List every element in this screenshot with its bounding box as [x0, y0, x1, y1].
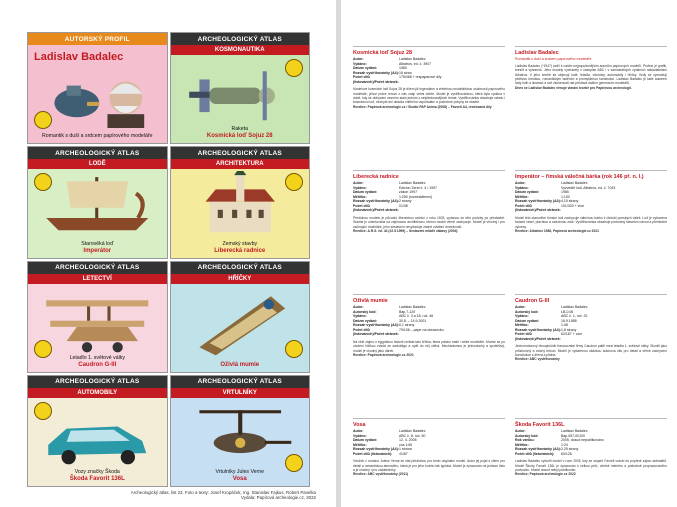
- entry-text: [353, 459, 505, 476]
- badge-icon: [285, 454, 303, 472]
- entry-reference: Dnes se Ladislav Badalec věnuje vlastní tvorbě pro Papírovou archeologii.: [515, 85, 632, 90]
- entry-card: [353, 170, 505, 288]
- spec-label: Datum vydání:: [515, 318, 540, 323]
- card-banner: ARCHEOLOGICKÝ ATLAS: [171, 376, 310, 388]
- card-category: VRTULNÍKY: [171, 388, 310, 398]
- spec-label: Datum vydání:: [353, 190, 378, 195]
- page-footer: [40, 490, 316, 501]
- card-category: LODĚ: [28, 159, 167, 169]
- entry-reference: Reedice: ABC vystřihovánky: [515, 357, 560, 362]
- spec-label: Autorský kód:: [515, 309, 539, 314]
- spec-value: 2005, dosud nepublikováno: [561, 438, 604, 443]
- spec-value: 2,25 strany: [561, 447, 579, 452]
- spec-value: 4,15 strany: [561, 199, 579, 204]
- spec-label: Rok vzniku:: [515, 438, 535, 443]
- entry-title: Kosmická loď Sojuz 28: [353, 50, 412, 56]
- spec-value: LB-0.06: [561, 309, 574, 314]
- entry-title: Vosa: [353, 422, 366, 428]
- card-toys: [170, 261, 311, 373]
- card-banner: ARCHEOLOGICKÝ ATLAS: [171, 147, 310, 159]
- card-banner: ARCHEOLOGICKÝ ATLAS: [171, 262, 310, 274]
- card-caption-small: Letadlo 1. světové války: [69, 354, 125, 361]
- card-banner: AUTORSKÝ PROFIL: [28, 33, 167, 45]
- entry-title: Oživlá mumie: [353, 298, 388, 304]
- spec-label: Počet dílů (listováních)/Počet stránek:: [515, 203, 561, 213]
- entry-paragraph: Na vlně zájmu o egyptskou historii vznikla tato hříčka, která pobaví malé i velké modeláře. Mumie se po otočení kličkou zvedá ze sarkofágu a opět do něj uléhá. Mechanismus je jednoduchý a spolehlivý, model je vhodný jako dárek.: [353, 339, 505, 353]
- entry-reference: Reedice: Papírová archeologie.cz 2021: [353, 352, 414, 357]
- spec-label: Počet dílů (listováních):: [515, 451, 555, 456]
- footer-credits: Archeologický atlas, list 23. Foto a texty: Josef Kropáček, Ing. Stanislav Fajkus, Robert Pavelka: [130, 489, 316, 495]
- entry-specs: [515, 181, 667, 213]
- entry-card: [515, 418, 667, 507]
- card-caption-small: Vrtulníky Jules Verne: [215, 469, 265, 476]
- spec-label: Měřítko:: [353, 442, 367, 447]
- left-column: [353, 46, 505, 507]
- entry-paragraph: Předlohou modelu je původní libereckou radnicí z roku 1603, vydanou do této podoby po přestavbě. Stavba je orientována na zajímavou architekturu, kterou model věrně zachycuje. Model je vhodný i pro začínající modeláře, jeho sestavení nevyžaduje žádné zvláštní dovednosti.: [353, 215, 505, 229]
- entry-card: [515, 46, 667, 164]
- card-caption: [32, 356, 163, 369]
- entry-specs: [515, 305, 667, 341]
- entry-title: Caudron G-III: [515, 298, 550, 304]
- spec-value: Bap.057-00100: [561, 433, 585, 438]
- card-category: KOSMONAUTIKA: [171, 45, 310, 55]
- card-banner: ARCHEOLOGICKÝ ATLAS: [28, 147, 167, 159]
- spec-value: 1:250 (rozcestátenní): [399, 194, 433, 199]
- spec-value: 0,1 strany: [399, 323, 415, 328]
- entry-specs: [353, 305, 505, 337]
- spec-value: Vyzvedlé lodi, Albatros, ed. č. 7043: [561, 185, 616, 190]
- card-title: Caudron G-III: [78, 361, 117, 368]
- card-category: AUTOMOBILY: [28, 388, 167, 398]
- spec-label: Vydáno:: [353, 314, 367, 319]
- spec-value: Ladislav Badalec: [399, 181, 426, 185]
- entry-reference: Reedice: Papírová archeologie.cz 2022: [515, 472, 576, 477]
- spec-value: ABC č. 8, roč. 50: [399, 433, 426, 438]
- card-caption: [175, 470, 306, 483]
- card-aviation: [27, 261, 168, 373]
- entries-columns: [353, 46, 667, 501]
- roman-ship-illustration: [36, 171, 158, 242]
- entry-reference: Reedice: Papírová archeologie.cz / Studio PAP Anima (2008) – Favorit A4, reedovaná díly: [353, 104, 492, 109]
- card-banner: ARCHEOLOGICKÝ ATLAS: [28, 376, 167, 388]
- spec-label: Datum vydání:: [353, 66, 378, 71]
- spec-value: Ladislav Badalec: [399, 57, 426, 61]
- spec-value: 79/106 – papír na obrazovku: [399, 327, 444, 332]
- entry-text: [353, 87, 505, 109]
- spec-value: 01/38: [399, 203, 408, 208]
- spec-value: Edicion Zeret č. 4 / 1997: [399, 185, 437, 190]
- biplane-illustration: [36, 286, 158, 357]
- spec-label: Měřítko:: [515, 194, 529, 199]
- spec-value: Ladislav Badalec: [399, 305, 426, 309]
- spec-label: Rozsah vystřihovánky (A4):: [353, 447, 399, 452]
- entry-text: [515, 216, 667, 233]
- spec-label: Rozsah vystřihovánky (A4):: [353, 199, 399, 204]
- spec-label: Datum vydání:: [353, 438, 378, 443]
- spec-label: Vydáno:: [515, 185, 529, 190]
- spec-label: Autor:: [515, 305, 526, 309]
- card-category: HŘÍČKY: [171, 274, 310, 284]
- spec-label: Rozsah vystřihovánky (A4):: [353, 323, 399, 328]
- entry-text: [353, 216, 505, 233]
- spec-label: Vydáno:: [353, 185, 367, 190]
- spec-label: Počet dílů (listováních)/Počet stránek:: [353, 203, 399, 213]
- spec-value: ABC č. 1, roč. 32: [561, 314, 588, 319]
- spec-label: Počet dílů (listováních)/Počet stránek:: [353, 327, 399, 337]
- card-caption: [175, 242, 306, 255]
- car-illustration: [36, 400, 158, 471]
- entry-title: Škoda Favorit 136L: [515, 422, 565, 428]
- entry-text: [515, 459, 667, 476]
- right-page: [341, 0, 677, 507]
- entry-paragraph: Vrtulník z románu Julese Verna se stal předlohou pro tento originální model. Autor jej pojal s citem pro detail a romantickou atmosféru, která je pro jeho tvorbu tak typická. Model je zpracován na jednom listu a je vhodný i pro začátečníky.: [353, 459, 505, 472]
- spec-label: Autor:: [353, 305, 364, 309]
- entry-specs: [353, 57, 505, 84]
- spec-label: Datum vydání:: [353, 318, 378, 323]
- card-helicopters: [170, 375, 311, 487]
- entry-card: [515, 170, 667, 288]
- card-caption: [32, 242, 163, 255]
- card-ships: [27, 146, 168, 258]
- spec-label: Autorský kód:: [515, 433, 539, 438]
- entry-card: [353, 46, 505, 164]
- card-banner: ARCHEOLOGICKÝ ATLAS: [171, 33, 310, 45]
- entry-reference: Reedice: A.R.S. ed. 44 (22.5.1999) – Sestavení mláďé zábavy (2004): [353, 228, 458, 233]
- spec-label: Měřítko:: [515, 442, 529, 447]
- spec-label: Rozsah vystřihovánky (A4):: [353, 70, 399, 75]
- card-title: Oživlá mumie: [220, 361, 260, 368]
- spec-label: Autorský kód:: [353, 309, 377, 314]
- card-title: Kosmická loď Sojuz 28: [206, 133, 273, 140]
- spec-label: Počet dílů (listováních):: [353, 451, 393, 456]
- spec-label: Autor:: [353, 57, 364, 61]
- spec-value: Ladislav Badalec: [399, 429, 426, 433]
- entry-text: [515, 64, 667, 90]
- card-architecture: [170, 146, 311, 258]
- spec-label: Rozsah vystřihovánky (A4):: [515, 447, 561, 452]
- right-column: [515, 46, 667, 507]
- spec-label: Měřítko:: [353, 194, 367, 199]
- card-category: ARCHITEKTURA: [171, 159, 310, 169]
- card-title: Škoda Favorit 136L: [69, 476, 125, 483]
- card-grid: [27, 32, 310, 487]
- badge-icon: [34, 340, 52, 358]
- entry-text: [515, 344, 667, 361]
- author-portrait-illustration: [36, 57, 158, 128]
- spec-label: Datum vydání:: [515, 190, 540, 195]
- entry-subtitle: Romantik s duší a srdcem papírového modeláře: [515, 57, 592, 61]
- helicopter-illustration: [179, 400, 301, 471]
- badge-icon: [285, 340, 303, 358]
- spec-value: 1985: [561, 190, 569, 195]
- spec-value: 60/126: [561, 451, 572, 456]
- spec-value: cca 1:60: [399, 442, 413, 447]
- spec-label: Vydáno:: [353, 433, 367, 438]
- card-caption-small: Zemský stavby: [222, 240, 258, 247]
- card-title: Liberecká radnice: [214, 247, 266, 254]
- spec-value: Bap.7-120: [399, 309, 416, 314]
- card-caption-small: Starověká loď: [81, 240, 114, 247]
- spec-value: 41/87: [399, 451, 408, 456]
- entry-card: [353, 294, 505, 412]
- mummy-sarcophagus-illustration: [179, 286, 301, 357]
- card-banner: ARCHEOLOGICKÝ ATLAS: [28, 262, 167, 274]
- entry-specs: [515, 429, 667, 456]
- spec-label: Autor:: [515, 181, 526, 185]
- spec-label: Autor:: [515, 429, 526, 433]
- spec-label: Autor:: [353, 181, 364, 185]
- badge-icon: [285, 59, 303, 77]
- card-caption: Romantik s duší a srdcem papírového modeláře: [42, 133, 153, 140]
- spec-value: 1:24: [561, 442, 568, 447]
- card-caption: [175, 127, 306, 140]
- spec-label: Rozsah vystřihovánky (A4):: [515, 199, 561, 204]
- entry-card: [515, 294, 667, 412]
- spec-value: ABC č. 3 a 18, roč. 46: [399, 314, 434, 319]
- spec-label: Vydáno:: [515, 314, 529, 319]
- card-caption-small: Vozy značky Škoda: [74, 469, 120, 476]
- spec-label: Počet dílů (listováních)/Počet stránek:: [353, 75, 399, 84]
- spec-value: Albatros, ed. č. 3907: [399, 61, 432, 66]
- spec-value: 101/303 + více: [561, 203, 585, 208]
- spec-value: 12. 4. 2005: [399, 438, 417, 443]
- spec-value: 1980: [399, 66, 407, 71]
- spec-label: Vydáno:: [353, 61, 367, 66]
- card-author-profile: [27, 32, 168, 144]
- entry-specs: [353, 181, 505, 213]
- spec-value: 1:48: [561, 323, 568, 328]
- card-category: LETECTVÍ: [28, 274, 167, 284]
- spec-value: 30.8. – 14.9.2001: [399, 318, 427, 323]
- card-title: Vosa: [232, 476, 247, 483]
- entry-text: [353, 340, 505, 357]
- entry-paragraph: Model této starověké římské lodi zachycuje válečnou bárku z období punských válek. Loď je vybavena řadami vesel, plachtou a ozdobnou zádí. Vystřihovánka obsahuje podrobný stavební návod a přehledné výkresy.: [515, 215, 667, 229]
- card-title: Imperátor: [83, 247, 112, 254]
- spec-value: 62/167 + více: [561, 332, 583, 337]
- spec-value: 1:100: [561, 194, 570, 199]
- card-caption-small: Raketa: [231, 126, 248, 133]
- entry-title: Liberecká radnice: [353, 174, 399, 180]
- card-automobiles: [27, 375, 168, 487]
- entry-specs: [353, 429, 505, 456]
- spec-value: zákon 1997: [399, 190, 418, 195]
- entry-card: [353, 418, 505, 507]
- entry-reference: Reedice: ABC vystřihovánky (2011): [353, 472, 409, 477]
- spec-value: 2 strany: [399, 199, 412, 204]
- spec-value: 16.9.1988: [561, 318, 577, 323]
- spec-value: Ladislav Badalec: [561, 429, 588, 433]
- town-hall-illustration: [179, 171, 301, 242]
- spec-value: 175/468 + respaparové díly: [399, 75, 442, 80]
- spec-label: Rozsah vystřihovánky (A4):: [515, 327, 561, 332]
- badge-icon: [34, 402, 52, 420]
- left-page: [0, 0, 336, 507]
- entry-paragraph: Modelové kosmické lodi Sojuz 28 je dílem již legendární a zřetelnou modelářskou osobností papírového modeláře, jehož práce mnozí z nás znají velmi dobře. Model je vystřihovánkou, která byla vydána v době, kdy se dobývání vesmíru stalo jedním z nejsledovanějších témat. Vystřihovánka obsahuje raketu i kosmickou loď, nechybí ani ukázka vnitřního uspořádání a podrobné pokyny ke stavbě.: [353, 87, 505, 105]
- spec-label: Měřítko:: [515, 323, 529, 328]
- entry-reference: Reedice: Albatros 1986, Papírová archeologie.cz 2021: [515, 228, 599, 233]
- spec-value: 16 stran: [399, 70, 412, 75]
- entry-paragraph: Ladislav Badalec (*1947) patří k našim nejpopulárnějším autorům papírových modelů. Profesí je grafik, kreslíř a výtvarník. Jeho modely vycházely v časopise ABC i v samostatných vydáních nakladatelství Albatros. V jeho tvorbě se objevují lodě, letadla, vrtulníky, automobily i hříčky. Vždy se vyznačují pečlivou kresbou, romantickým laděním a promyšlenou konstrukcí. Ladislav Badalec je také autorem řady knih a ilustrací a své zkušenosti rád předává dalším generacím modelářů.: [515, 64, 667, 86]
- spec-value: Ladislav Badalec: [561, 305, 588, 309]
- entry-title: Imperátor – římská válečná bárka (rok 146 př. n. l.): [515, 174, 644, 180]
- entry-paragraph: Jednomotorový dvouplošník francouzské firmy Caudron patřil mezi letadla 1. světové války. Sloužil jako průzkumný a cvičný letoun. Model je vydařenou ukázkou autorova citu pro detail a věrné zachycení konstrukce z dřeva a plátna.: [515, 344, 667, 358]
- soyuz-spacecraft-illustration: [179, 57, 301, 128]
- card-caption: [175, 362, 306, 369]
- spec-label: Počet dílů (listováních)/Počet stránek:: [515, 332, 561, 341]
- entry-paragraph: Ladislav Badalec vytvořil model v roce 2005, kdy se stupeň Favorit vracel do popředí zájmu sběratelů. Model Škody Favorit 136L je zpracován s velkou péčí, včetně interiéru a podrobně propracovaného podvozku. Model dosud nebyl publikován.: [515, 459, 667, 472]
- entry-title: Ladislav Badalec: [515, 50, 559, 56]
- spec-value: 1 strana: [399, 447, 412, 452]
- footer-publisher: Vydala: Papírová archeologie.cz, 2022: [240, 495, 316, 501]
- spec-value: 1,8 strany: [561, 327, 577, 332]
- spec-value: Ladislav Badalec: [561, 181, 588, 185]
- card-cosmonautics: [170, 32, 311, 144]
- author-name: Ladislav Badalec: [34, 51, 124, 63]
- spec-label: Autor:: [353, 429, 364, 433]
- card-caption: [32, 470, 163, 483]
